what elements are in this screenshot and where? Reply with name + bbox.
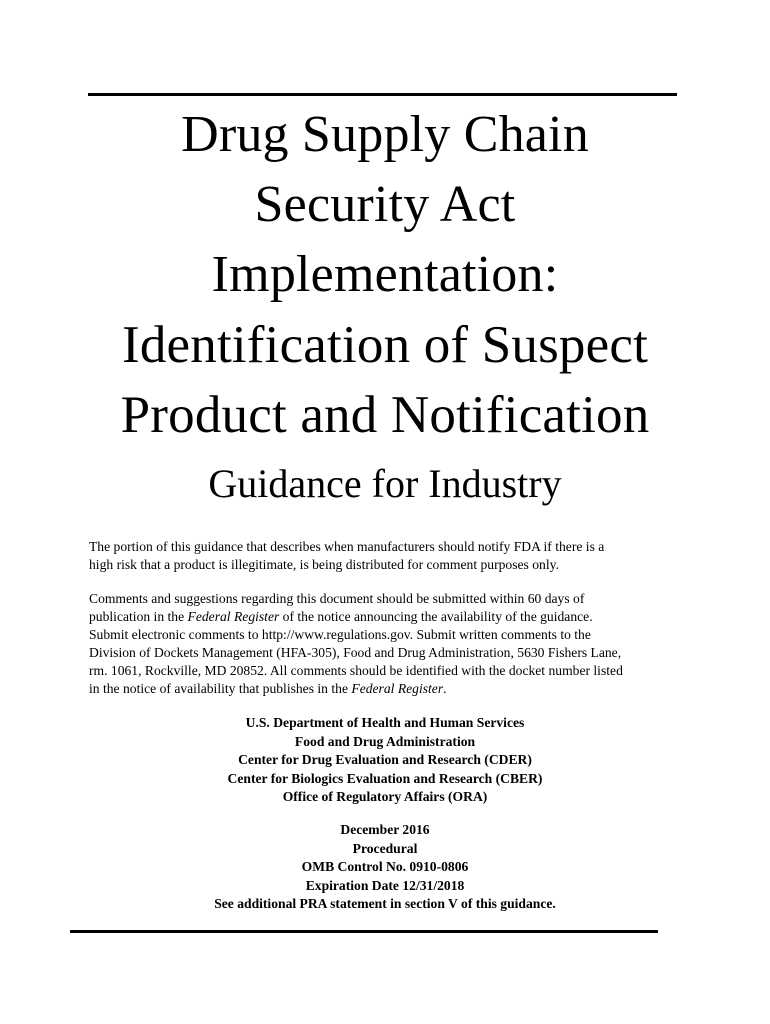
office-fda: Food and Drug Administration: [294, 733, 476, 749]
intro-paragraph: [89, 538, 689, 574]
issue-date: December 2016: [340, 822, 430, 837]
title-line-1: Drug Supply Chain: [181, 106, 589, 163]
federal-register-italic: Federal Register: [351, 681, 444, 696]
comments-line-1: Comments and suggestions regarding this document should be submitted within 60 days of: [89, 591, 585, 606]
document-category: Procedural: [352, 840, 418, 856]
comments-line-2-before: publication in the: [89, 609, 188, 624]
comments-line-6-after: .: [443, 681, 447, 696]
office-cder: Center for Drug Evaluation and Research (CDER): [238, 752, 532, 768]
document-metadata: [0, 821, 770, 914]
comments-line-4: Division of Dockets Management (HFA-305), Food and Drug Administration, 5630 Fishers Lane,: [89, 645, 622, 660]
bottom-rule: [70, 930, 658, 933]
comments-line-3: Submit electronic comments to http://www.regulations.gov. Submit written comments to the: [89, 627, 591, 642]
comments-line-6: [89, 680, 689, 698]
title-line-5: Product and Notification: [120, 386, 650, 444]
comments-line-5: rm. 1061, Rockville, MD 20852. All comments should be identified with the docket number listed: [89, 663, 623, 678]
comments-line-2-after: of the notice announcing the availability of the guidance.: [279, 609, 593, 624]
comments-line-6-before: in the notice of availability that publishes in the: [89, 681, 352, 696]
office-ora: Office of Regulatory Affairs (ORA): [282, 789, 488, 805]
document-subtitle: Guidance for Industry: [208, 461, 562, 506]
document-title: [0, 100, 770, 450]
intro-line-1: The portion of this guidance that describes when manufacturers should notify FDA if there is a: [89, 539, 605, 554]
pra-statement-note: See additional PRA statement in section V of this guidance.: [214, 896, 556, 912]
federal-register-italic: Federal Register: [187, 609, 280, 624]
intro-line-2: high risk that a product is illegitimate, is being distributed for comment purposes only.: [89, 557, 559, 572]
comments-line-2: [89, 608, 689, 626]
title-line-3: Implementation:: [211, 246, 559, 303]
comments-paragraph: [89, 590, 689, 698]
office-hhs: U.S. Department of Health and Human Services: [245, 715, 525, 730]
omb-control-number: OMB Control No. 0910-0806: [301, 859, 469, 875]
expiration-date: Expiration Date 12/31/2018: [305, 877, 465, 893]
office-cber: Center for Biologics Evaluation and Research (CBER): [227, 770, 543, 786]
issuing-offices: [0, 714, 770, 807]
top-rule: [88, 93, 677, 96]
title-line-4: Identification of Suspect: [121, 316, 649, 374]
title-line-2: Security Act: [254, 176, 516, 233]
